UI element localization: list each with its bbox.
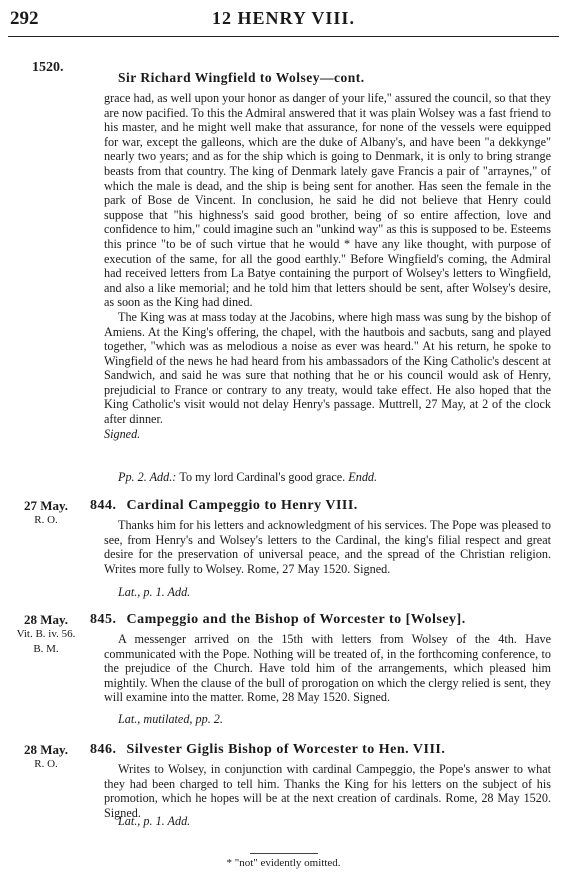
continued-meta-endd: Endd. [348,470,378,484]
entry-844-date: 27 May. [23,498,69,513]
entry-845-meta: Lat., mutilated, pp. 2. [118,712,223,726]
entry-845-source-2: B. M. [33,643,59,655]
continued-meta-prefix: Pp. 2. Add.: [118,470,177,484]
continued-signed: Signed. [104,426,141,441]
continued-meta-address: To my lord Cardinal's good grace. [179,470,346,484]
entry-844-paragraph: Thanks him for his letters and acknowledgment of his services. The Pope was pleased to see, from Henry's and Wolsey's letters to the Cardinal, the king's filial respect and great desire for the preservation of universal peace, and the spread of the Christian religion. Writes more fully to Wolsey. Rome, 27 May 1520. Signed. [104,518,551,576]
running-head: 12 HENRY VIII. [212,8,355,28]
entry-846-paragraph: Writes to Wolsey, in conjunction with cardinal Campeggio, the Pope's answer to what they had been charged to tell him. Thanks the King for his letters on the subject of his promotion, which he hopes will be at the next creation of cardinals. Rome, 28 May 1520. Signed. [104,762,551,820]
entry-844-title-line [90,498,550,514]
page-number: 292 [10,8,39,29]
continued-entry-meta [118,470,550,485]
year-marginal: 1520. [32,60,64,75]
entry-846-title: Silvester Giglis Bishop of Worcester to Hen. VIII. [126,742,446,757]
continued-entry-text [104,91,551,441]
entry-845-marginal [6,612,86,657]
page-header [0,0,567,48]
entry-844-number: 844. [90,498,117,513]
header-rule [8,36,559,37]
entry-844-meta: Lat., p. 1. Add. [118,585,191,599]
entry-844-marginal [6,498,86,528]
entry-846-source: R. O. [34,758,58,770]
entry-844-title: Cardinal Campeggio to Henry VIII. [126,498,358,513]
entry-845-source: Vit. B. iv. 56. [16,628,76,640]
entry-846-date: 28 May. [23,742,69,757]
entry-846-number: 846. [90,742,117,757]
entry-845-date: 28 May. [23,612,69,627]
entry-844-text [104,518,551,576]
footnote: * "not" evidently omitted. [226,857,341,869]
entry-845-title: Campeggio and the Bishop of Worcester to [Wolsey]. [126,612,466,627]
entry-846-title-line [90,742,550,758]
entry-845-text [104,632,551,705]
entry-845-paragraph: A messenger arrived on the 15th with letters from Wolsey of the 4th. Have communicated with the Pope. Nothing will be treated of, in the forthcoming conference, to the prejudice of the Church. Have told him of the arrangements, which pleased him mightily. When the clause of the bull of prorogation on which the clergy relied is sent, they will examine into the matter. Rome, 28 May 1520. Signed. [104,632,551,705]
entry-846-text [104,762,551,820]
continued-entry-title: Sir Richard Wingfield to Wolsey—cont. [118,70,365,85]
footnote-rule [250,853,318,854]
entry-845-title-line [90,612,550,628]
entry-844-source: R. O. [34,514,58,526]
entry-846-meta: Lat., p. 1. Add. [118,814,191,828]
continued-paragraph-1: grace had, as well upon your honor as danger of your life," assured the council, so that they are now pacified. To this the Admiral answered that it was plain Wolsey was a fast friend to his master, and he might well make that assurance, for none of the vessels were equipped for war, except the galleons, which are the duke of Albany's, and have been "a dekkynge" nearly two years; and as for the ship which is going to Denmark, it is only to bring strange beasts from that country. The king of Denmark lately gave Francis a pair of "arraynes," of which the male is dead, and the ship is being sent for another. Has seen the female in the park of Bose de Vincent. In conclusion, he said he did not believe that Henry could suppose that "his highness's said good brother, being of so entire affection, love and confidence to him," could imagine such an "unkind way" as this is supposed to be. Esteems this prince "to be of such virtue that he would * have any like thought, with purpose of execution of the same, for all the good earthly." Before Wingfield's coming, the Admiral had received letters from La Batye containing the purport of Wolsey's letters to Wingfield, and also a like memorial; and he told him that letters should be sent, after Wolsey's desire, as soon as the King had dined. [104,91,551,310]
entry-845-number: 845. [90,612,117,627]
continued-paragraph-2: The King was at mass today at the Jacobins, where high mass was sung by the bishop of Amiens. At the King's offering, the chapel, with the hautbois and sacbuts, sang and played together, "which was as melodious a noise as ever was heard." At his return, he spoke to Wingfield of the news he had heard from his ambassadors of the King Catholic's descent at Sandwich, and said he was sure that nothing that he or his council would ask of Henry, prejudicial to France or contrary to any treaty, would take effect. He also hoped that the King Catholic's visit would not delay Henry's passage. Muttrell, 27 May, at 2 of the clock after dinner. [104,309,551,427]
entry-846-marginal [6,742,86,772]
